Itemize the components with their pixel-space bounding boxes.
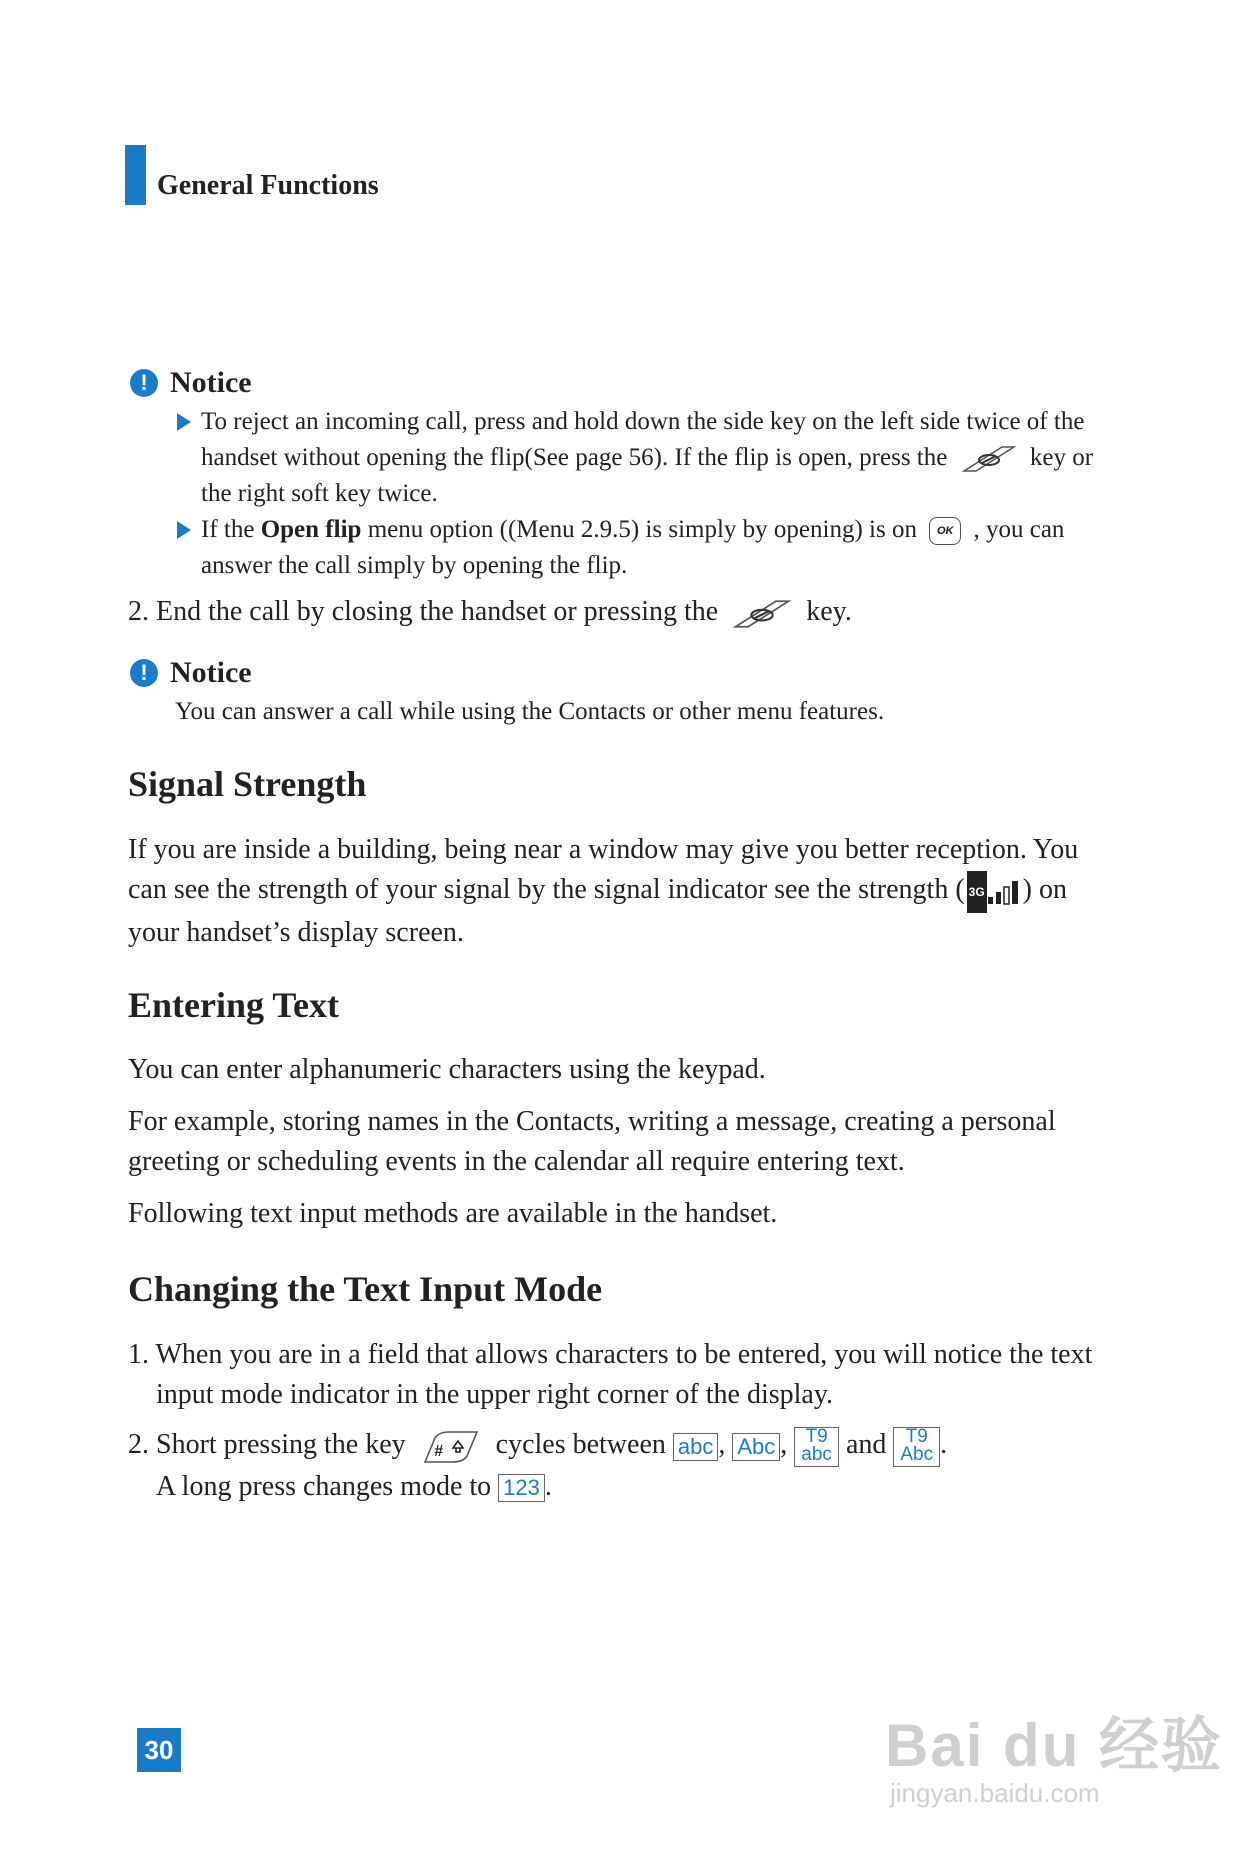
entering-paragraph: You can enter alphanumeric characters using the keypad. For example, storing names in the Contacts, writing a message, creating a personal greeting or scheduling events in the calendar all require entering text. Following text input methods are available in the handset. [128, 1054, 1056, 1229]
ok-key-icon: OK [929, 517, 961, 545]
notice-heading [130, 656, 1130, 690]
triangle-bullet-icon [177, 413, 191, 431]
notice-block-1 [130, 366, 1130, 584]
mode-t9-Abc-icon: T9 Abc [893, 1427, 940, 1467]
list-item-continuation: A long press changes mode to 123 . [156, 1470, 552, 1502]
watermark-logo: Bai du 经验 [885, 1712, 1224, 1779]
signal-paragraph: If you are inside a building, being near a window may give you better reception. You can see the strength of your signal by the signal indicator see the strength ( 3G ) on your handset’s display screen. [128, 834, 1079, 948]
notice-text-line: handset without opening the flip(See page 56). If the flip is open, press the key or [201, 440, 1093, 476]
mode-abc-icon: abc [673, 1433, 718, 1461]
notice-text-line: If the Open flip menu option ((Menu 2.9.5) is simply by opening) is on OK , you can [201, 512, 1064, 548]
changing-list: 1. When you are in a field that allows characters to be entered, you will notice the text input mode indicator in the upper right corner of the display. 2. Short pressing the key # cycles between abc , Abc , T9 abc and T9 Abc . A long press changes mode to 123 . [128, 1335, 1128, 1507]
triangle-bullet-icon [177, 521, 191, 539]
notice-bullet [177, 512, 1130, 584]
mode-t9-abc-icon: T9 abc [794, 1427, 839, 1467]
notice-heading-text: Notice [170, 366, 252, 399]
end-call-step: 2. End the call by closing the handset or pressing the key. [128, 592, 852, 632]
notice-heading [130, 366, 1130, 400]
exclamation-icon: ! [130, 369, 158, 397]
exclamation-icon: ! [130, 659, 158, 687]
page-header-title: General Functions [157, 170, 379, 201]
mode-Abc-icon: Abc [732, 1433, 780, 1461]
end-call-key-icon [733, 597, 791, 631]
mode-123-icon: 123 [498, 1474, 545, 1502]
notice-text-line: You can answer a call while using the Contacts or other menu features. [175, 698, 885, 725]
notice-text-line: answer the call simply by opening the flip. [201, 552, 628, 579]
section-heading-signal: Signal Strength [128, 764, 367, 804]
notice-block-2 [130, 656, 1130, 730]
notice-text-line: the right soft key twice. [201, 480, 438, 507]
section-marker [125, 145, 146, 205]
hash-key-icon [421, 1428, 481, 1466]
signal-strength-icon: 3G [967, 870, 1021, 913]
section-heading-changing: Changing the Text Input Mode [128, 1269, 603, 1309]
svg-text:#: # [433, 1442, 443, 1460]
page-number: 30 [137, 1728, 181, 1772]
end-call-key-icon [962, 443, 1016, 475]
notice-heading-text: Notice [170, 656, 252, 689]
notice-text-line: To reject an incoming call, press and hold down the side key on the left side twice of the [201, 408, 1085, 435]
section-heading-entering: Entering Text [128, 985, 340, 1025]
notice-bullet [177, 404, 1130, 512]
list-item: 2. Short pressing the key # cycles between abc , Abc , T9 abc and T9 Abc . [128, 1425, 948, 1465]
watermark-url: jingyan.baidu.com [890, 1778, 1100, 1808]
list-item: 1. When you are in a field that allows characters to be entered, you will notice the text [128, 1339, 1093, 1370]
